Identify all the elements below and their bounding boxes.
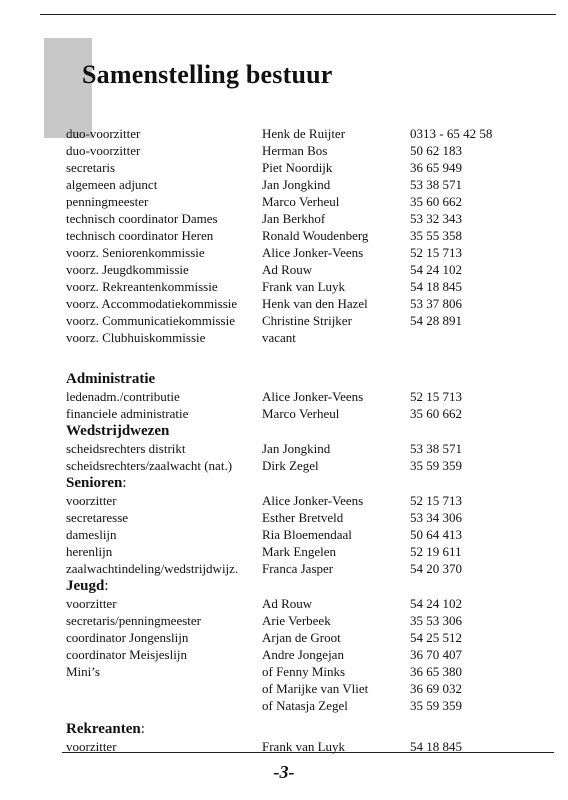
contact-row xyxy=(66,697,558,714)
role-label: scheidsrechters distrikt xyxy=(66,441,186,456)
person-name: Alice Jonker-Veens xyxy=(262,389,364,404)
person-name: Alice Jonker-Veens xyxy=(262,493,364,508)
role-label: voorzitter xyxy=(66,596,117,611)
section-heading xyxy=(66,370,558,388)
phone-number: 50 64 413 xyxy=(410,527,462,542)
contact-row xyxy=(66,159,558,176)
phone-number: 35 55 358 xyxy=(410,228,462,243)
role-label: herenlijn xyxy=(66,544,113,559)
spacer xyxy=(66,346,558,370)
contact-row xyxy=(66,405,558,422)
section-heading xyxy=(66,577,558,595)
top-rule xyxy=(40,14,556,15)
contact-row xyxy=(66,543,558,560)
person-name: Jan Jongkind xyxy=(262,177,331,192)
section-title: Administratie xyxy=(66,371,156,387)
phone-number: 52 15 713 xyxy=(410,493,462,508)
person-name: Frank van Luyk xyxy=(262,739,346,754)
role-label: Mini’s xyxy=(66,664,100,679)
contact-row xyxy=(66,312,558,329)
contact-row xyxy=(66,295,558,312)
contact-row xyxy=(66,125,558,142)
role-label: technisch coordinator Heren xyxy=(66,228,214,243)
contact-row xyxy=(66,492,558,509)
person-name: Alice Jonker-Veens xyxy=(262,245,364,260)
phone-number: 52 19 611 xyxy=(410,544,462,559)
contact-row xyxy=(66,388,558,405)
phone-number: 53 37 806 xyxy=(410,296,462,311)
person-name: Ronald Woudenberg xyxy=(262,228,369,243)
section-heading xyxy=(66,422,558,440)
role-label: algemeen adjunct xyxy=(66,177,158,192)
person-name: Ad Rouw xyxy=(262,596,313,611)
phone-number: 52 15 713 xyxy=(410,389,462,404)
contact-row xyxy=(66,193,558,210)
role-label: voorzitter xyxy=(66,493,117,508)
contact-row xyxy=(66,457,558,474)
role-label: secretaris xyxy=(66,160,116,175)
role-label: voorz. Rekreantenkommissie xyxy=(66,279,218,294)
section-title: Rekreanten xyxy=(66,721,141,737)
role-label: dameslijn xyxy=(66,527,117,542)
person-name: Dirk Zegel xyxy=(262,458,319,473)
role-label: duo-voorzitter xyxy=(66,143,141,158)
role-label: secretaris/penningmeester xyxy=(66,613,201,628)
contact-row xyxy=(66,329,558,346)
contact-row xyxy=(66,595,558,612)
contact-row xyxy=(66,210,558,227)
board-members xyxy=(66,125,558,346)
phone-number: 35 60 662 xyxy=(410,194,462,209)
person-name: of Fenny Minks xyxy=(262,664,346,679)
phone-number: 54 28 891 xyxy=(410,313,462,328)
role-label: coordinator Meisjeslijn xyxy=(66,647,187,662)
person-name: of Natasja Zegel xyxy=(262,698,348,713)
person-name: Christine Strijker xyxy=(262,313,352,328)
person-name: Jan Berkhof xyxy=(262,211,326,226)
person-name: Marco Verheul xyxy=(262,406,340,421)
phone-number: 53 32 343 xyxy=(410,211,462,226)
contact-row xyxy=(66,646,558,663)
phone-number: 36 65 380 xyxy=(410,664,462,679)
contact-row xyxy=(66,509,558,526)
role-label: duo-voorzitter xyxy=(66,126,141,141)
contact-row xyxy=(66,142,558,159)
phone-number: 54 18 845 xyxy=(410,739,462,754)
phone-number: 36 69 032 xyxy=(410,681,462,696)
phone-number: 54 20 370 xyxy=(410,561,462,576)
person-name: Marco Verheul xyxy=(262,194,340,209)
role-label: voorz. Clubhuiskommissie xyxy=(66,330,206,345)
phone-number: 35 53 306 xyxy=(410,613,462,628)
phone-number: 36 70 407 xyxy=(410,647,462,662)
section-heading xyxy=(66,474,558,492)
role-label: coordinator Jongenslijn xyxy=(66,630,189,645)
phone-number: 54 25 512 xyxy=(410,630,462,645)
section-title: Jeugd xyxy=(66,578,105,594)
person-name: Andre Jongejan xyxy=(262,647,344,662)
person-name: Frank van Luyk xyxy=(262,279,346,294)
section-title: Wedstrijdwezen xyxy=(66,423,170,439)
contact-row xyxy=(66,612,558,629)
phone-number: 54 18 845 xyxy=(410,279,462,294)
person-name: Arjan de Groot xyxy=(262,630,341,645)
phone-number: 53 34 306 xyxy=(410,510,462,525)
section-colon: : xyxy=(104,578,109,594)
contact-row xyxy=(66,526,558,543)
bottom-rule xyxy=(62,752,554,753)
role-label: voorzitter xyxy=(66,739,117,754)
role-label: technisch coordinator Dames xyxy=(66,211,218,226)
phone-number: 53 38 571 xyxy=(410,177,462,192)
section-title: Senioren xyxy=(66,475,123,491)
section-heading xyxy=(66,720,558,738)
contact-row xyxy=(66,278,558,295)
person-name: Henk de Ruijter xyxy=(262,126,346,141)
contact-row xyxy=(66,560,558,577)
person-name: of Marijke van Vliet xyxy=(262,681,369,696)
role-label: secretaresse xyxy=(66,510,129,525)
section-colon: : xyxy=(122,475,127,491)
phone-number: 35 59 359 xyxy=(410,698,462,713)
contact-row xyxy=(66,680,558,697)
page-number: -3- xyxy=(273,762,295,782)
person-name: Piet Noordijk xyxy=(262,160,333,175)
phone-number: 0313 - 65 42 58 xyxy=(410,126,493,141)
contact-row xyxy=(66,261,558,278)
person-name: Ria Bloemendaal xyxy=(262,527,352,542)
role-label: voorz. Communicatiekommissie xyxy=(66,313,235,328)
role-label: scheidsrechters/zaalwacht (nat.) xyxy=(66,458,233,473)
role-label: zaalwachtindeling/wedstrijdwijz. xyxy=(66,561,239,576)
board-listing xyxy=(66,125,558,755)
person-name: vacant xyxy=(262,330,296,345)
person-name: Ad Rouw xyxy=(262,262,313,277)
role-label: voorz. Accommodatiekommissie xyxy=(66,296,238,311)
section-colon: : xyxy=(140,721,145,737)
role-label: voorz. Jeugdkommissie xyxy=(66,262,189,277)
role-label: voorz. Seniorenkommissie xyxy=(66,245,205,260)
phone-number: 50 62 183 xyxy=(410,143,462,158)
committee-sections xyxy=(66,346,558,755)
phone-number: 52 15 713 xyxy=(410,245,462,260)
person-name: Arie Verbeek xyxy=(262,613,331,628)
phone-number: 35 60 662 xyxy=(410,406,462,421)
phone-number: 36 65 949 xyxy=(410,160,462,175)
person-name: Mark Engelen xyxy=(262,544,337,559)
person-name: Esther Bretveld xyxy=(262,510,344,525)
role-label: financiele administratie xyxy=(66,406,189,421)
contact-row xyxy=(66,227,558,244)
page-title: Samenstelling bestuur xyxy=(82,60,333,89)
person-name: Jan Jongkind xyxy=(262,441,331,456)
contact-row xyxy=(66,663,558,680)
person-name: Henk van den Hazel xyxy=(262,296,368,311)
role-label: ledenadm./contributie xyxy=(66,389,180,404)
contact-row xyxy=(66,629,558,646)
role-label: penningmeester xyxy=(66,194,149,209)
phone-number: 53 38 571 xyxy=(410,441,462,456)
contact-row xyxy=(66,440,558,457)
phone-number: 54 24 102 xyxy=(410,262,462,277)
phone-number: 54 24 102 xyxy=(410,596,462,611)
person-name: Herman Bos xyxy=(262,143,328,158)
contact-row xyxy=(66,176,558,193)
phone-number: 35 59 359 xyxy=(410,458,462,473)
contact-row xyxy=(66,244,558,261)
person-name: Franca Jasper xyxy=(262,561,334,576)
